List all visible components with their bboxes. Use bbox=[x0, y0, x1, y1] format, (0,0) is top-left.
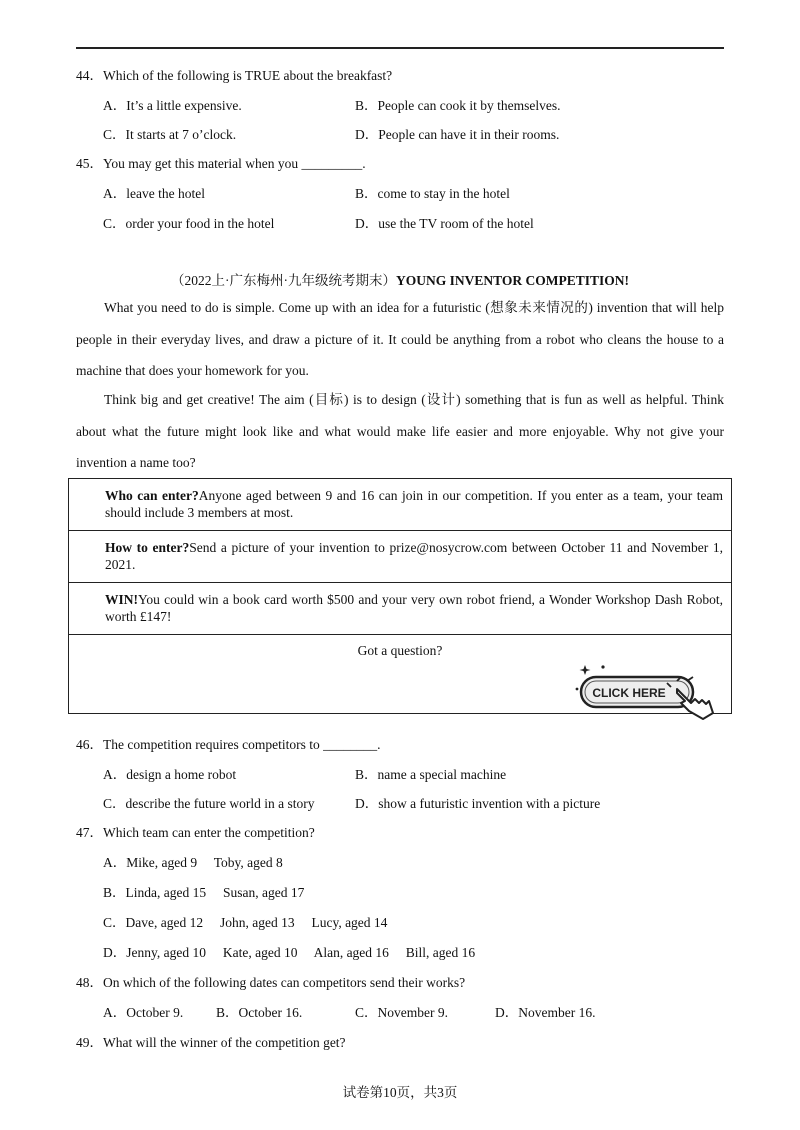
header-rule bbox=[76, 47, 724, 49]
question-46-option-a: A．design a home robot bbox=[103, 767, 237, 782]
question-45-option-b: B．come to stay in the hotel bbox=[355, 186, 510, 201]
passage-heading: YOUNG INVENTOR COMPETITION! bbox=[395, 273, 630, 288]
table-row bbox=[69, 531, 731, 583]
row-text: Send a picture of your invention to prize@nosycrow.com between October 11 and November 1, 2021. bbox=[105, 540, 723, 572]
question-46-option-b: B．name a special machine bbox=[355, 767, 507, 782]
row-lead: WIN! bbox=[105, 592, 138, 607]
passage-paragraph-2: Think big and get creative! The aim (目标) is to design (设计) something that is fun as well as helpful. Think about what the future might look like and what would make life easier and more enjoyable. Why not give your invention a name too? bbox=[76, 392, 724, 471]
question-48-option-b: B．October 16. bbox=[216, 1005, 303, 1020]
row-text: Anyone aged between 9 and 16 can join in our competition. If you enter as a team, your team should include 3 members at most. bbox=[105, 488, 723, 520]
passage-title bbox=[0, 269, 800, 289]
question-47-option-c: C．Dave, aged 12 John, aged 13 Lucy, aged 14 bbox=[103, 915, 388, 930]
click-here-label: CLICK HERE bbox=[592, 686, 666, 700]
question-46-option-d: D．show a futuristic invention with a picture bbox=[355, 796, 601, 811]
question-44-stem: 44．Which of the following is TRUE about the breakfast? bbox=[76, 68, 393, 83]
question-49-stem: 49．What will the winner of the competition get? bbox=[76, 1035, 346, 1050]
question-44-option-b: B．People can cook it by themselves. bbox=[355, 98, 561, 113]
question-45-option-a: A．leave the hotel bbox=[103, 186, 205, 201]
question-44-option-d: D．People can have it in their rooms. bbox=[355, 127, 560, 142]
question-46-option-c: C．describe the future world in a story bbox=[103, 796, 315, 811]
row-lead: Who can enter? bbox=[105, 488, 199, 503]
question-44-option-c: C．It starts at 7 o’clock. bbox=[103, 127, 237, 142]
question-48-option-c: C．November 9. bbox=[355, 1005, 448, 1020]
page-footer: 试卷第10页，共3页 bbox=[342, 1085, 458, 1100]
table-row-question bbox=[69, 635, 731, 713]
question-47-option-a: A．Mike, aged 9 Toby, aged 8 bbox=[103, 855, 283, 870]
question-45-option-c: C．order your food in the hotel bbox=[103, 216, 275, 231]
question-44-option-a: A．It’s a little expensive. bbox=[103, 98, 242, 113]
info-table bbox=[68, 478, 732, 714]
question-47-option-d: D．Jenny, aged 10 Kate, aged 10 Alan, aged 16 Bill, aged 16 bbox=[103, 945, 476, 960]
question-45-stem: 45．You may get this material when you _________. bbox=[76, 156, 366, 171]
question-47-option-b: B．Linda, aged 15 Susan, aged 17 bbox=[103, 885, 305, 900]
question-48-stem: 48．On which of the following dates can competitors send their works? bbox=[76, 975, 466, 990]
table-row bbox=[69, 479, 731, 531]
question-45-option-d: D．use the TV room of the hotel bbox=[355, 216, 534, 231]
passage-source: （2022上·广东梅州·九年级统考期末） bbox=[170, 273, 396, 288]
question-46-stem: 46．The competition requires competitors to ________. bbox=[76, 737, 381, 752]
question-48-option-a: A．October 9. bbox=[103, 1005, 184, 1020]
table-row bbox=[69, 583, 731, 635]
click-here-button[interactable] bbox=[573, 659, 723, 721]
question-48-option-d: D．November 16. bbox=[495, 1005, 596, 1020]
question-47-stem: 47．Which team can enter the competition? bbox=[76, 825, 315, 840]
got-question-label: Got a question? bbox=[357, 643, 443, 658]
row-text: You could win a book card worth $500 and your very own robot friend, a Wonder Workshop Dash Robot, worth £147! bbox=[105, 592, 723, 624]
row-lead: How to enter? bbox=[105, 540, 190, 555]
passage-paragraph-1: What you need to do is simple. Come up with an idea for a futuristic (想象未来情况的) invention that will help people in their everyday lives, and draw a picture of it. It could be anything from a robot who cleans the house to a machine that does your homework for you. bbox=[76, 300, 724, 379]
